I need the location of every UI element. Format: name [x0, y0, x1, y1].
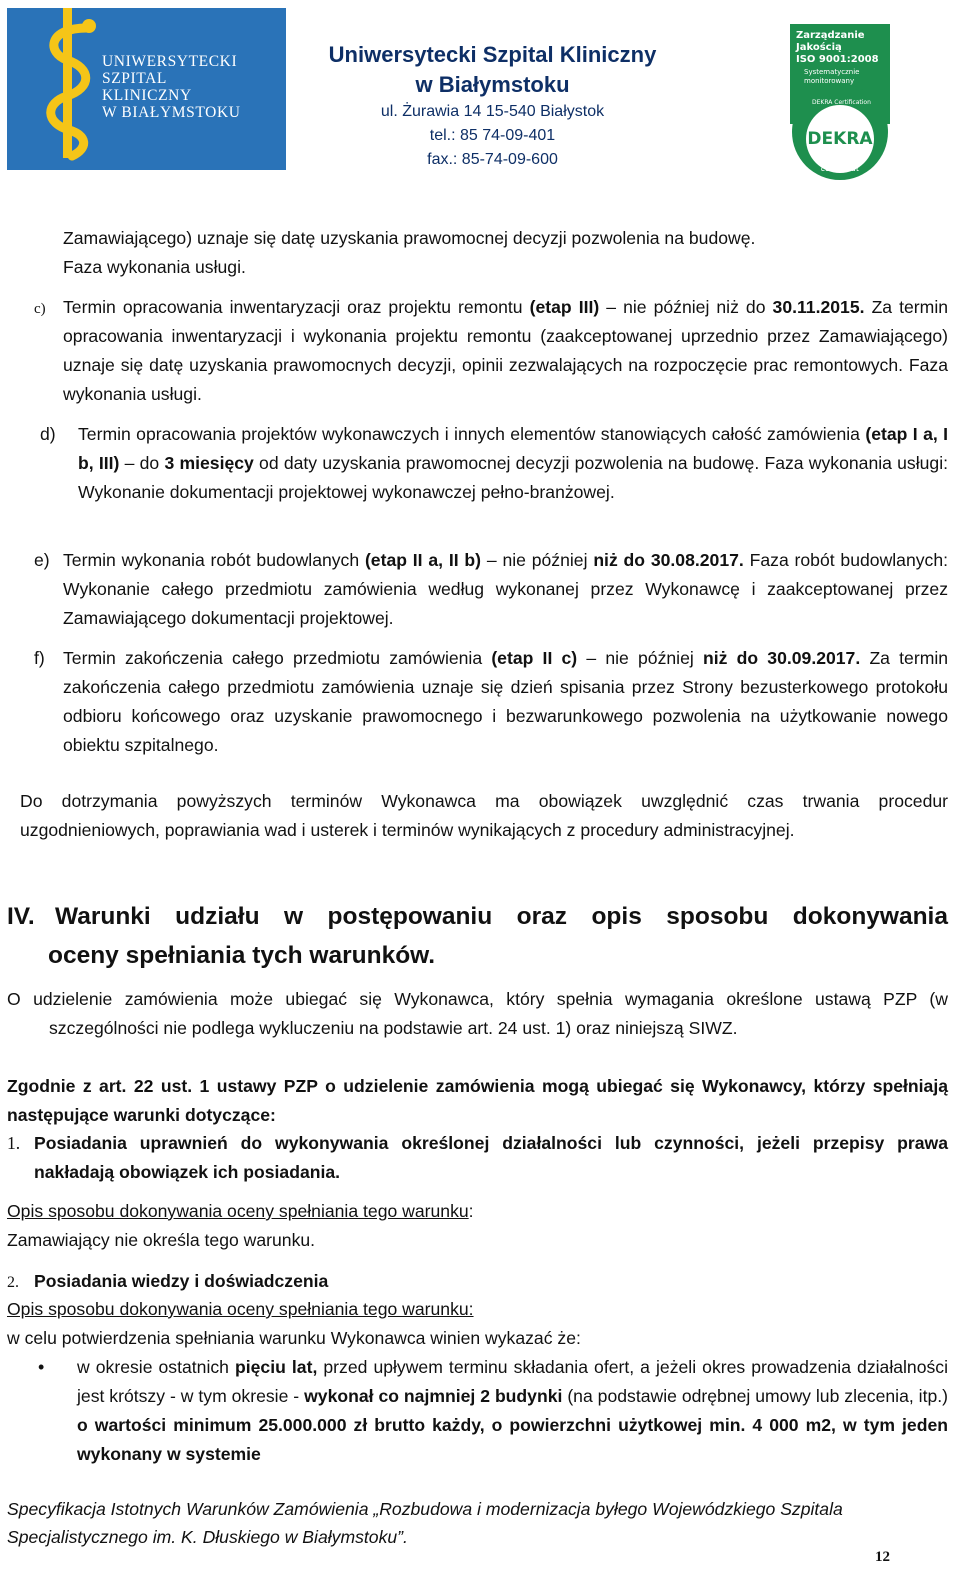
- page-number: 12: [875, 1549, 890, 1565]
- item-2-text: Posiadania wiedzy i doświadczenia: [34, 1271, 329, 1291]
- svg-text:DEKRA Certification: DEKRA Certification: [812, 99, 871, 106]
- item-e-label: e): [34, 550, 50, 570]
- hospital-tel: tel.: 85 74-09-401: [429, 127, 556, 144]
- item-1-number: 1.: [7, 1133, 21, 1153]
- item-d-label: d): [40, 424, 56, 444]
- iso-certificate-badge: [790, 24, 890, 184]
- bullet-icon: •: [38, 1357, 45, 1377]
- evaluation-text-1: Zamawiający nie określa tego warunku.: [7, 1230, 316, 1250]
- page-footer: [7, 1495, 952, 1551]
- section-number: IV.: [7, 903, 35, 930]
- hospital-city: w Białymstoku: [415, 72, 570, 97]
- item-2-number: 2.: [7, 1274, 19, 1291]
- section-title-line1: Warunki udziału w postępowaniu oraz opis sposobu dokonywania: [55, 903, 948, 930]
- bullet-item-text: w okresie ostatnich pięciu lat, przed upływem terminu składania ofert, a jeżeli okres prowadzenia działalności jest krótszy - w tym okresie - wykonał co najmniej 2 budynki (na podstawie odrębnej umowy lub zlecenia, itp.) o wartości minimum 25.000.000 zł brutto każdy, o powierzchni użytkowej min. 4 000 m2, w tym jeden wykonany w systemie: [77, 1357, 949, 1464]
- evaluation-label-2: Opis sposobu dokonywania oceny spełniania tego warunku:: [7, 1299, 474, 1319]
- svg-text:monitorowany: monitorowany: [804, 77, 855, 85]
- footer-line-1: Specyfikacja Istotnych Warunków Zamówienia „Rozbudowa i modernizacja byłego Wojewódzkiego Szpitala: [7, 1499, 843, 1519]
- evaluation-method-2: [7, 1295, 948, 1324]
- hospital-name: Uniwersytecki Szpital Kliniczny: [328, 42, 657, 67]
- hospital-logo: [7, 8, 286, 170]
- evaluation-label-1: Opis sposobu dokonywania oceny spełniania tego warunku: [7, 1201, 469, 1221]
- svg-text:Zarządzanie: Zarządzanie: [796, 30, 865, 41]
- paragraph-zgodnie: Zgodnie z art. 22 ust. 1 ustawy PZP o udzielenie zamówienia mogą ubiegać się Wykonawcy, którzy spełniają następujące warunki dotyczące:: [7, 1076, 948, 1125]
- item-f-label: f): [34, 648, 45, 668]
- svg-text:Systematycznie: Systematycznie: [804, 68, 860, 76]
- logo-text: UNIWERSYTECKI SZPITAL KLINICZNY W BIAŁYMSTOKU: [102, 53, 241, 121]
- footer-line-2: Specjalistycznego im. K. Dłuskiego w Białymstoku”.: [7, 1527, 408, 1547]
- hospital-info: [300, 40, 685, 172]
- item-c-label: c): [34, 301, 46, 317]
- svg-text:Jakością: Jakością: [796, 42, 842, 53]
- item-e-text: Termin wykonania robót budowlanych (etap II a, II b) – nie później niż do 30.08.2017. Faza robót budowlanych: Wykonanie całego przedmiotu zamówienia według wykonanej przez Wykonawcę i zaakceptowanej przez Zamawiającego dokumentacji projektowej.: [63, 550, 949, 628]
- caduceus-icon: [37, 8, 107, 170]
- svg-text:DEKRA: DEKRA: [807, 129, 873, 149]
- item-c-text: Termin opracowania inwentaryzacji oraz projektu remontu (etap III) – nie później niż do 30.11.2015. Za termin opracowania inwentaryzacji i wykonania projektu remontu (zaakceptowanej uprzednio przez Zamawiającego) uznaje się datę uzyskania prawomocnych decyzji, opinii zezwalających na rozpoczęcie prac remontowych. Faza wykonania usługi.: [63, 297, 949, 404]
- item-f-text: Termin zakończenia całego przedmiotu zamówienia (etap II c) – nie później niż do 30.09.2017. Za termin zakończenia całego przedmiotu zamówienia uznaje się dzień spisania przez Strony bezusterkowego protokołu odbioru końcowego oraz uzyskanie prawomocnego i bezwarunkowego pozwolenia na użytkowanie nowego obiektu szpitalnego.: [63, 648, 949, 755]
- paragraph-terms: Do dotrzymania powyższych terminów Wykonawca ma obowiązek uwzględnić czas trwania procedur uzgodnieniowych, poprawiania wad i usterek i terminów wynikających z procedury administracyjnej.: [20, 791, 948, 840]
- page-header: [0, 0, 960, 190]
- hospital-address: ul. Żurawia 14 15-540 Białystok: [380, 103, 605, 120]
- svg-text:ISO 9001:2008: ISO 9001:2008: [796, 54, 879, 65]
- evaluation-text-2: w celu potwierdzenia spełniania warunku Wykonawca winien wykazać że:: [7, 1328, 581, 1348]
- item-1-text: Posiadania uprawnień do wykonywania określonej działalności lub czynności, jeżeli przepisy prawa nakładają obowiązek ich posiadania.: [34, 1133, 948, 1182]
- paragraph-udzielenie: O udzielenie zamówienia może ubiegać się Wykonawca, który spełnia wymagania określone ustawą PZP (w szczególności nie podlega wykluczeniu na podstawie art. 24 ust. 1) oraz niniejszą SIWZ.: [7, 989, 948, 1038]
- section-title-line2: oceny spełniania tych warunków.: [48, 942, 436, 969]
- item-d-text: Termin opracowania projektów wykonawczych i innych elementów stanowiących całość zamówienia (etap I a, I b, III) – do 3 miesięcy od daty uzyskania prawomocnej decyzji pozwolenia na budowę. Faza wykonania usługi: Wykonanie dokumentacji projektowej wykonawczej pełno-branżowej.: [78, 424, 949, 502]
- paragraph-b-continuation: Zamawiającego) uznaje się datę uzyskania prawomocnej decyzji pozwolenia na budowę. Faza wykonania usługi.: [63, 228, 756, 277]
- svg-text:certyfikat: certyfikat: [820, 164, 860, 173]
- hospital-fax: fax.: 85-74-09-600: [427, 151, 558, 168]
- evaluation-method-1: Opis sposobu dokonywania oceny spełniania tego warunku:: [7, 1201, 474, 1221]
